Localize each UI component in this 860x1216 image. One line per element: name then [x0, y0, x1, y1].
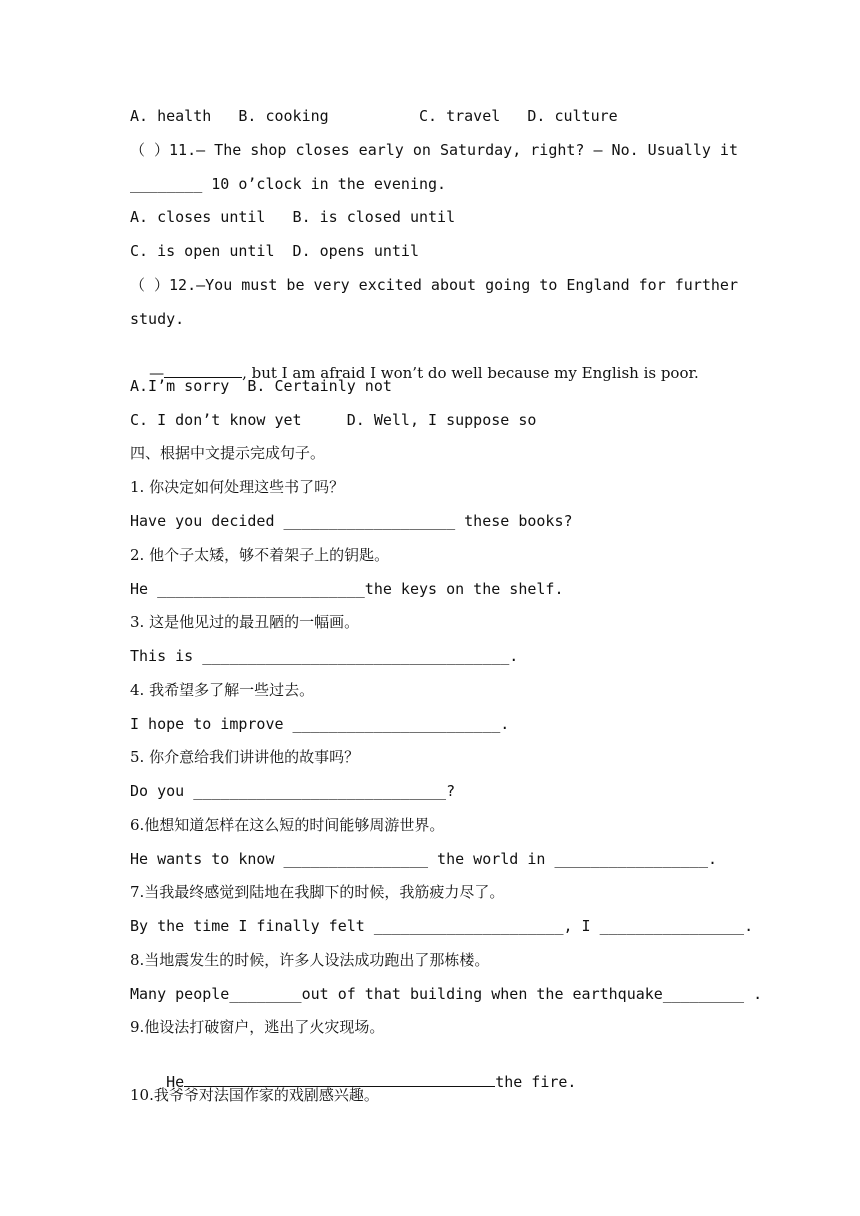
answer-2: He _______________________the keys on the shelf. [130, 580, 564, 598]
options-q11-ab: A. closes until B. is closed until [130, 208, 456, 226]
question-11-cont: ________ 10 o’clock in the evening. [130, 175, 447, 193]
answer-1: Have you decided ___________________ these books? [130, 512, 573, 530]
prompt-9: 9.他设法打破窗户，逃出了火灾现场。 [130, 1018, 385, 1036]
question-12-cont: study. [130, 310, 185, 328]
answer-12-text: , but I am afraid I won’t do well because my English is poor. [242, 364, 699, 382]
prompt-4: 4. 我希望多了解一些过去。 [130, 681, 315, 699]
section-heading: 四、根据中文提示完成句子。 [130, 444, 326, 462]
prompt-10: 10.我爷爷对法国作家的戏剧感兴趣。 [130, 1086, 379, 1104]
options-q11-cd: C. is open until D. opens until [130, 242, 419, 260]
answer-9 [130, 1051, 734, 1091]
answer-9-end: the fire. [495, 1073, 577, 1091]
prompt-7: 7.当我最终感觉到陆地在我脚下的时候，我筋疲力尽了。 [130, 883, 505, 901]
answer-12-line [130, 342, 734, 382]
answer-8: Many people________out of that building when the earthquake_________ . [130, 985, 763, 1003]
dash: — [149, 364, 165, 382]
prompt-6: 6.他想知道怎样在这么短的时间能够周游世界。 [130, 816, 445, 834]
options-q12-ab: A.I’m sorry B. Certainly not [130, 377, 392, 395]
answer-6: He wants to know ________________ the world in _________________. [130, 850, 717, 868]
prompt-1: 1. 你决定如何处理这些书了吗？ [130, 478, 345, 496]
prompt-8: 8.当地震发生的时候，许多人设法成功跑出了那栋楼。 [130, 951, 490, 969]
prompt-2: 2. 他个子太矮，够不着架子上的钥匙。 [130, 546, 390, 564]
question-11 [130, 140, 738, 160]
question-11-text: （ ）11.— The shop closes early on Saturday, right? — No. Usually it [130, 141, 738, 159]
answer-3: This is __________________________________. [130, 647, 519, 665]
answer-7: By the time I finally felt _____________________, I ________________. [130, 917, 754, 935]
prompt-5: 5. 你介意给我们讲讲他的故事吗？ [130, 748, 360, 766]
answer-5: Do you ____________________________? [130, 782, 456, 800]
prompt-3: 3. 这是他见过的最丑陋的一幅画。 [130, 613, 360, 631]
options-q12-cd: C. I don’t know yet D. Well, I suppose so [130, 411, 537, 429]
options-q10: A. health B. cooking C. travel D. culture [130, 107, 618, 125]
question-12: （ ）12.—You must be very excited about going to England for further [130, 276, 738, 294]
answer-4: I hope to improve _______________________. [130, 715, 510, 733]
answer-9-start: He [166, 1073, 185, 1091]
